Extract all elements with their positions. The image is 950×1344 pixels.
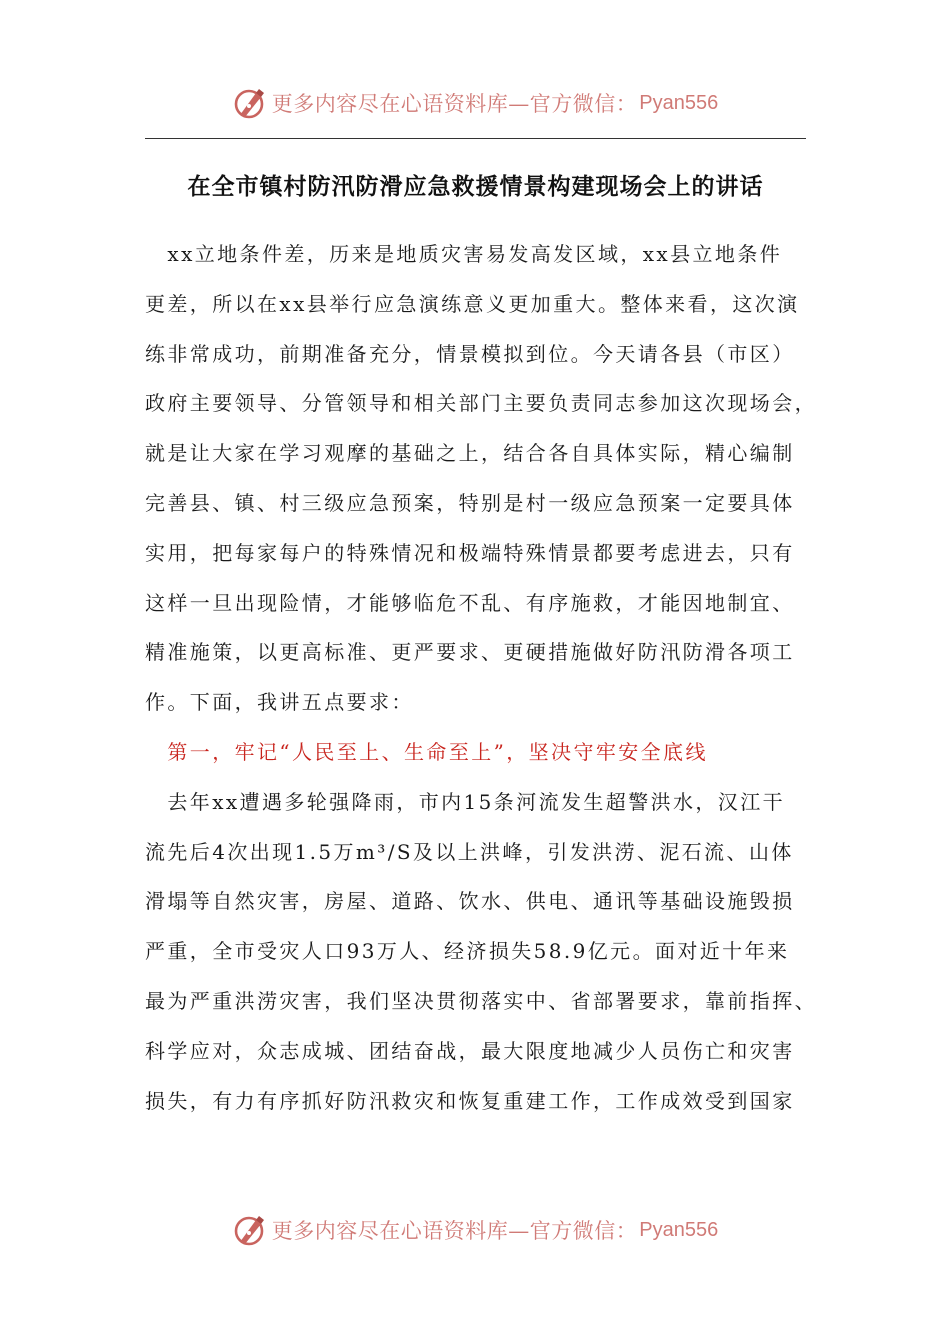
- paragraph-line: 流先后4次出现1.5万m³/S及以上洪峰，引发洪涝、泥石流、山体: [145, 839, 794, 864]
- document-title: 在全市镇村防汛防滑应急救援情景构建现场会上的讲话: [187, 173, 764, 200]
- paragraph-line: 就是让大家在学习观摩的基础之上，结合各自具体实际，精心编制: [145, 441, 795, 466]
- paragraph-line: xx立地条件差，历来是地质灾害易发高发区域，xx县立地条件: [145, 242, 783, 266]
- paragraph-line: 作。下面，我讲五点要求：: [145, 690, 414, 715]
- paragraph-line: 更差，所以在xx县举行应急演练意义更加重大。整体来看，这次演: [145, 291, 800, 316]
- paragraph-line: 这样一旦出现险情，才能够临危不乱、有序施救，才能因地制宜、: [145, 590, 795, 615]
- banner-text: 更多内容尽在心语资料库—官方微信：: [271, 92, 638, 116]
- paragraph-line: 去年xx遭遇多轮强降雨，市内15条河流发生超警洪水，汉江干: [145, 789, 786, 814]
- footer-watermark-banner: [0, 1205, 950, 1255]
- banner-text: 更多内容尽在心语资料库—官方微信：: [271, 1219, 638, 1243]
- paragraph-line: 滑塌等自然灾害，房屋、道路、饮水、供电、通讯等基础设施毁损: [145, 889, 795, 914]
- paragraph-line: 完善县、镇、村三级应急预案，特别是村一级应急预案一定要具体: [145, 490, 795, 515]
- banner-wechat-id: Pyan556: [639, 1218, 719, 1241]
- header-divider: [145, 138, 806, 139]
- paragraph-line: 损失，有力有序抓好防汛救灾和恢复重建工作，工作成效受到国家: [145, 1088, 795, 1113]
- section-heading: 第一，牢记“人民至上、生命至上”，坚决守牢安全底线: [145, 739, 708, 764]
- paragraph-line: 政府主要领导、分管领导和相关部门主要负责同志参加这次现场会，: [145, 391, 817, 416]
- paragraph-line: 科学应对，众志成城、团结奋战，最大限度地减少人员伤亡和灾害: [145, 1038, 795, 1063]
- pen-nib-logo-icon: [232, 85, 268, 121]
- paragraph-line: 实用，把每家每户的特殊情况和极端特殊情景都要考虑进去，只有: [145, 540, 795, 565]
- document-body: [145, 230, 817, 1126]
- paragraph-line: 练非常成功，前期准备充分，情景模拟到位。今天请各县（市区）: [145, 341, 795, 366]
- paragraph-line: 严重，全市受灾人口93万人、经济损失58.9亿元。面对近十年来: [145, 939, 790, 964]
- paragraph-line: 精准施策，以更高标准、更严要求、更硬措施做好防汛防滑各项工: [145, 640, 795, 665]
- banner-wechat-id: Pyan556: [639, 91, 719, 114]
- header-watermark-banner: [0, 78, 950, 128]
- paragraph-line: 最为严重洪涝灾害，我们坚决贯彻落实中、省部署要求，靠前指挥、: [145, 988, 817, 1013]
- pen-nib-logo-icon: [232, 1212, 268, 1248]
